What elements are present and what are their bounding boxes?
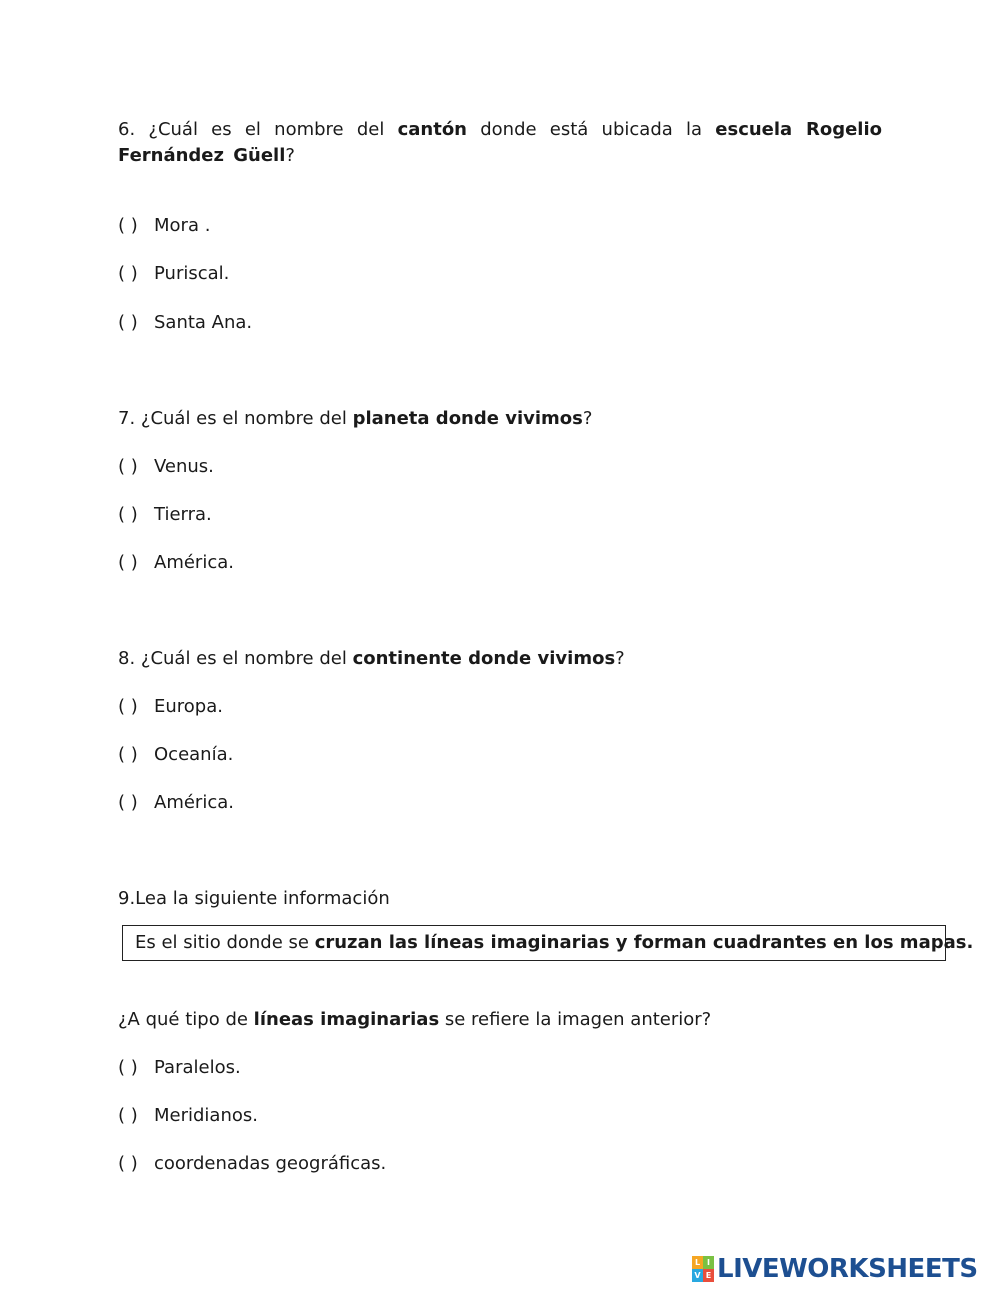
question-7-text: [118, 406, 592, 432]
option-label: América.: [154, 792, 234, 813]
question-9-option-2[interactable]: [118, 1103, 258, 1129]
question-8-option-2[interactable]: [118, 742, 233, 768]
info-box-bold: cruzan las líneas imaginarias y forman cuadrantes en los mapas.: [314, 932, 974, 953]
answer-checkbox[interactable]: ( ): [118, 1153, 138, 1174]
answer-checkbox[interactable]: ( ): [118, 1105, 138, 1126]
question-9-option-1[interactable]: [118, 1055, 241, 1081]
info-box: [122, 925, 974, 961]
question-7-prefix: 7. ¿Cuál es el nombre del: [118, 408, 353, 429]
question-7-bold: planeta donde vivimos: [352, 408, 583, 429]
answer-checkbox[interactable]: ( ): [118, 504, 138, 525]
question-8-option-3[interactable]: [118, 790, 234, 816]
question-6-option-1[interactable]: [118, 213, 210, 239]
question-7-option-3[interactable]: [118, 550, 234, 576]
question-6-text: [118, 117, 882, 169]
logo-mark-letter: L: [692, 1256, 703, 1269]
question-6-suffix: ?: [285, 145, 295, 166]
question-9-text: [118, 1007, 711, 1033]
question-6-bold-school: escuela Rogelio: [715, 119, 882, 140]
question-8-option-1[interactable]: [118, 694, 223, 720]
question-7-option-2[interactable]: [118, 502, 212, 528]
option-label: coordenadas geográficas.: [154, 1153, 387, 1174]
info-box-prefix: Es el sitio donde se: [135, 932, 315, 953]
question-9-title: 9.Lea la siguiente información: [118, 888, 390, 909]
question-9-prefix: ¿A qué tipo de: [118, 1009, 254, 1030]
question-6-prefix: 6. ¿Cuál es el nombre del: [118, 119, 398, 140]
answer-checkbox[interactable]: ( ): [118, 215, 138, 236]
question-9-bold: líneas imaginarias: [253, 1009, 440, 1030]
question-6-bold-school-name: Fernández Güell: [118, 145, 286, 166]
option-label: Mora .: [154, 215, 211, 236]
question-8-text: [118, 646, 625, 672]
option-label: Puriscal.: [154, 263, 230, 284]
option-label: Europa.: [154, 696, 223, 717]
option-label: Tierra.: [154, 504, 212, 525]
logo-mark-letter: E: [703, 1269, 714, 1282]
option-label: Meridianos.: [154, 1105, 258, 1126]
liveworksheets-logo: [692, 1254, 978, 1284]
option-label: América.: [154, 552, 234, 573]
option-label: Paralelos.: [154, 1057, 241, 1078]
answer-checkbox[interactable]: ( ): [118, 1057, 138, 1078]
question-9-suffix: se refiere la imagen anterior?: [439, 1009, 712, 1030]
liveworksheets-logo-text: LIVEWORKSHEETS: [717, 1254, 978, 1284]
question-6-middle: donde está ubicada la: [467, 119, 716, 140]
answer-checkbox[interactable]: ( ): [118, 456, 138, 477]
answer-checkbox[interactable]: ( ): [118, 312, 138, 333]
answer-checkbox[interactable]: ( ): [118, 744, 138, 765]
question-6-option-3[interactable]: [118, 310, 252, 336]
question-9-option-3[interactable]: [118, 1151, 386, 1177]
answer-checkbox[interactable]: ( ): [118, 696, 138, 717]
option-label: Venus.: [154, 456, 214, 477]
answer-checkbox[interactable]: ( ): [118, 263, 138, 284]
logo-mark-letter: I: [703, 1256, 714, 1269]
question-8-bold: continente donde vivimos: [352, 648, 616, 669]
logo-mark-letter: V: [692, 1269, 703, 1282]
answer-checkbox[interactable]: ( ): [118, 552, 138, 573]
option-label: Oceanía.: [154, 744, 234, 765]
answer-checkbox[interactable]: ( ): [118, 792, 138, 813]
question-7-option-1[interactable]: [118, 454, 214, 480]
option-label: Santa Ana.: [154, 312, 253, 333]
question-7-suffix: ?: [582, 408, 593, 429]
question-6-bold-canton: cantón: [397, 119, 467, 140]
question-8-suffix: ?: [615, 648, 625, 669]
liveworksheets-logo-icon: [692, 1256, 714, 1282]
question-6-option-2[interactable]: [118, 261, 229, 287]
question-8-prefix: 8. ¿Cuál es el nombre del: [118, 648, 353, 669]
